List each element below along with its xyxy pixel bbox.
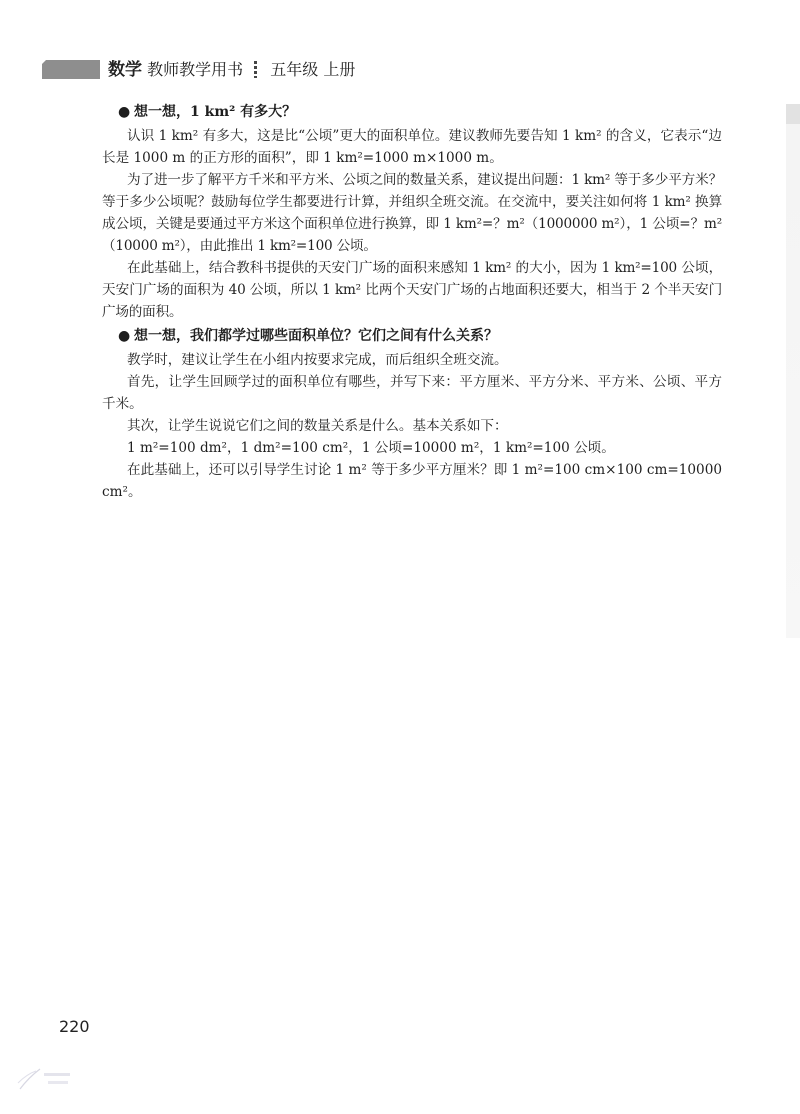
header-book-title: 教师教学用书 bbox=[147, 60, 244, 79]
page-body bbox=[102, 99, 722, 503]
paragraph: 教学时，建议让学生在小组内按要求完成，而后组织全班交流。 bbox=[127, 352, 508, 368]
running-header bbox=[108, 58, 355, 82]
header-subject: 数学 bbox=[108, 60, 142, 80]
paragraph: 为了进一步了解平方千米和平方米、公顷之间的数量关系，建议提出问题：1 km² 等于多少平方米？等于多少公顷呢？鼓励每位学生都要进行计算，并组织全班交流。在交流中，要关注如何将 1 km² 换算成公顷，关键是要通过平方米这个面积单位进行换算，即 1 km²=？m²（1000000 m²），1 公顷=？m²（10000 m²），由此推出 1 km²=100 公顷。 bbox=[102, 172, 722, 254]
side-edge-tab bbox=[786, 104, 800, 638]
section-heading-text: 想一想，1 km² 有多大？ bbox=[134, 104, 297, 120]
bullet-icon: ● bbox=[118, 328, 131, 344]
paragraph: 首先，让学生回顾学过的面积单位有哪些，并写下来：平方厘米、平方分米、平方米、公顷、平方千米。 bbox=[102, 374, 722, 412]
header-divider bbox=[254, 61, 257, 78]
section-heading-text: 想一想，我们都学过哪些面积单位？它们之间有什么关系？ bbox=[134, 328, 498, 344]
section-heading bbox=[102, 99, 722, 125]
paragraph: 1 m²=100 dm²，1 dm²=100 cm²，1 公顷=10000 m²，1 km²=100 公顷。 bbox=[127, 440, 615, 456]
paragraph: 其次，让学生说说它们之间的数量关系是什么。基本关系如下： bbox=[127, 418, 508, 434]
paragraph: 认识 1 km² 有多大，这是比“公顷”更大的面积单位。建议教师先要告知 1 km² 的含义，它表示“边长是 1000 m 的正方形的面积”，即 1 km²=1000 m×1000 m。 bbox=[102, 128, 722, 166]
section-heading bbox=[102, 323, 722, 349]
paragraph: 在此基础上，还可以引导学生讨论 1 m² 等于多少平方厘米？即 1 m²=100 cm×100 cm=10000 cm²。 bbox=[102, 462, 722, 500]
paragraph: 在此基础上，结合教科书提供的天安门广场的面积来感知 1 km² 的大小，因为 1 km²=100 公顷，天安门广场的面积为 40 公顷，所以 1 km² 比两个天安门广场的占地面积还要大，相当于 2 个半天安门广场的面积。 bbox=[102, 260, 722, 320]
page-number: 220 bbox=[59, 1017, 90, 1036]
bullet-icon: ● bbox=[118, 104, 131, 120]
header-grade: 五年级 上册 bbox=[270, 60, 356, 79]
watermark-logo bbox=[16, 1063, 74, 1093]
header-accent-bar bbox=[42, 60, 100, 79]
